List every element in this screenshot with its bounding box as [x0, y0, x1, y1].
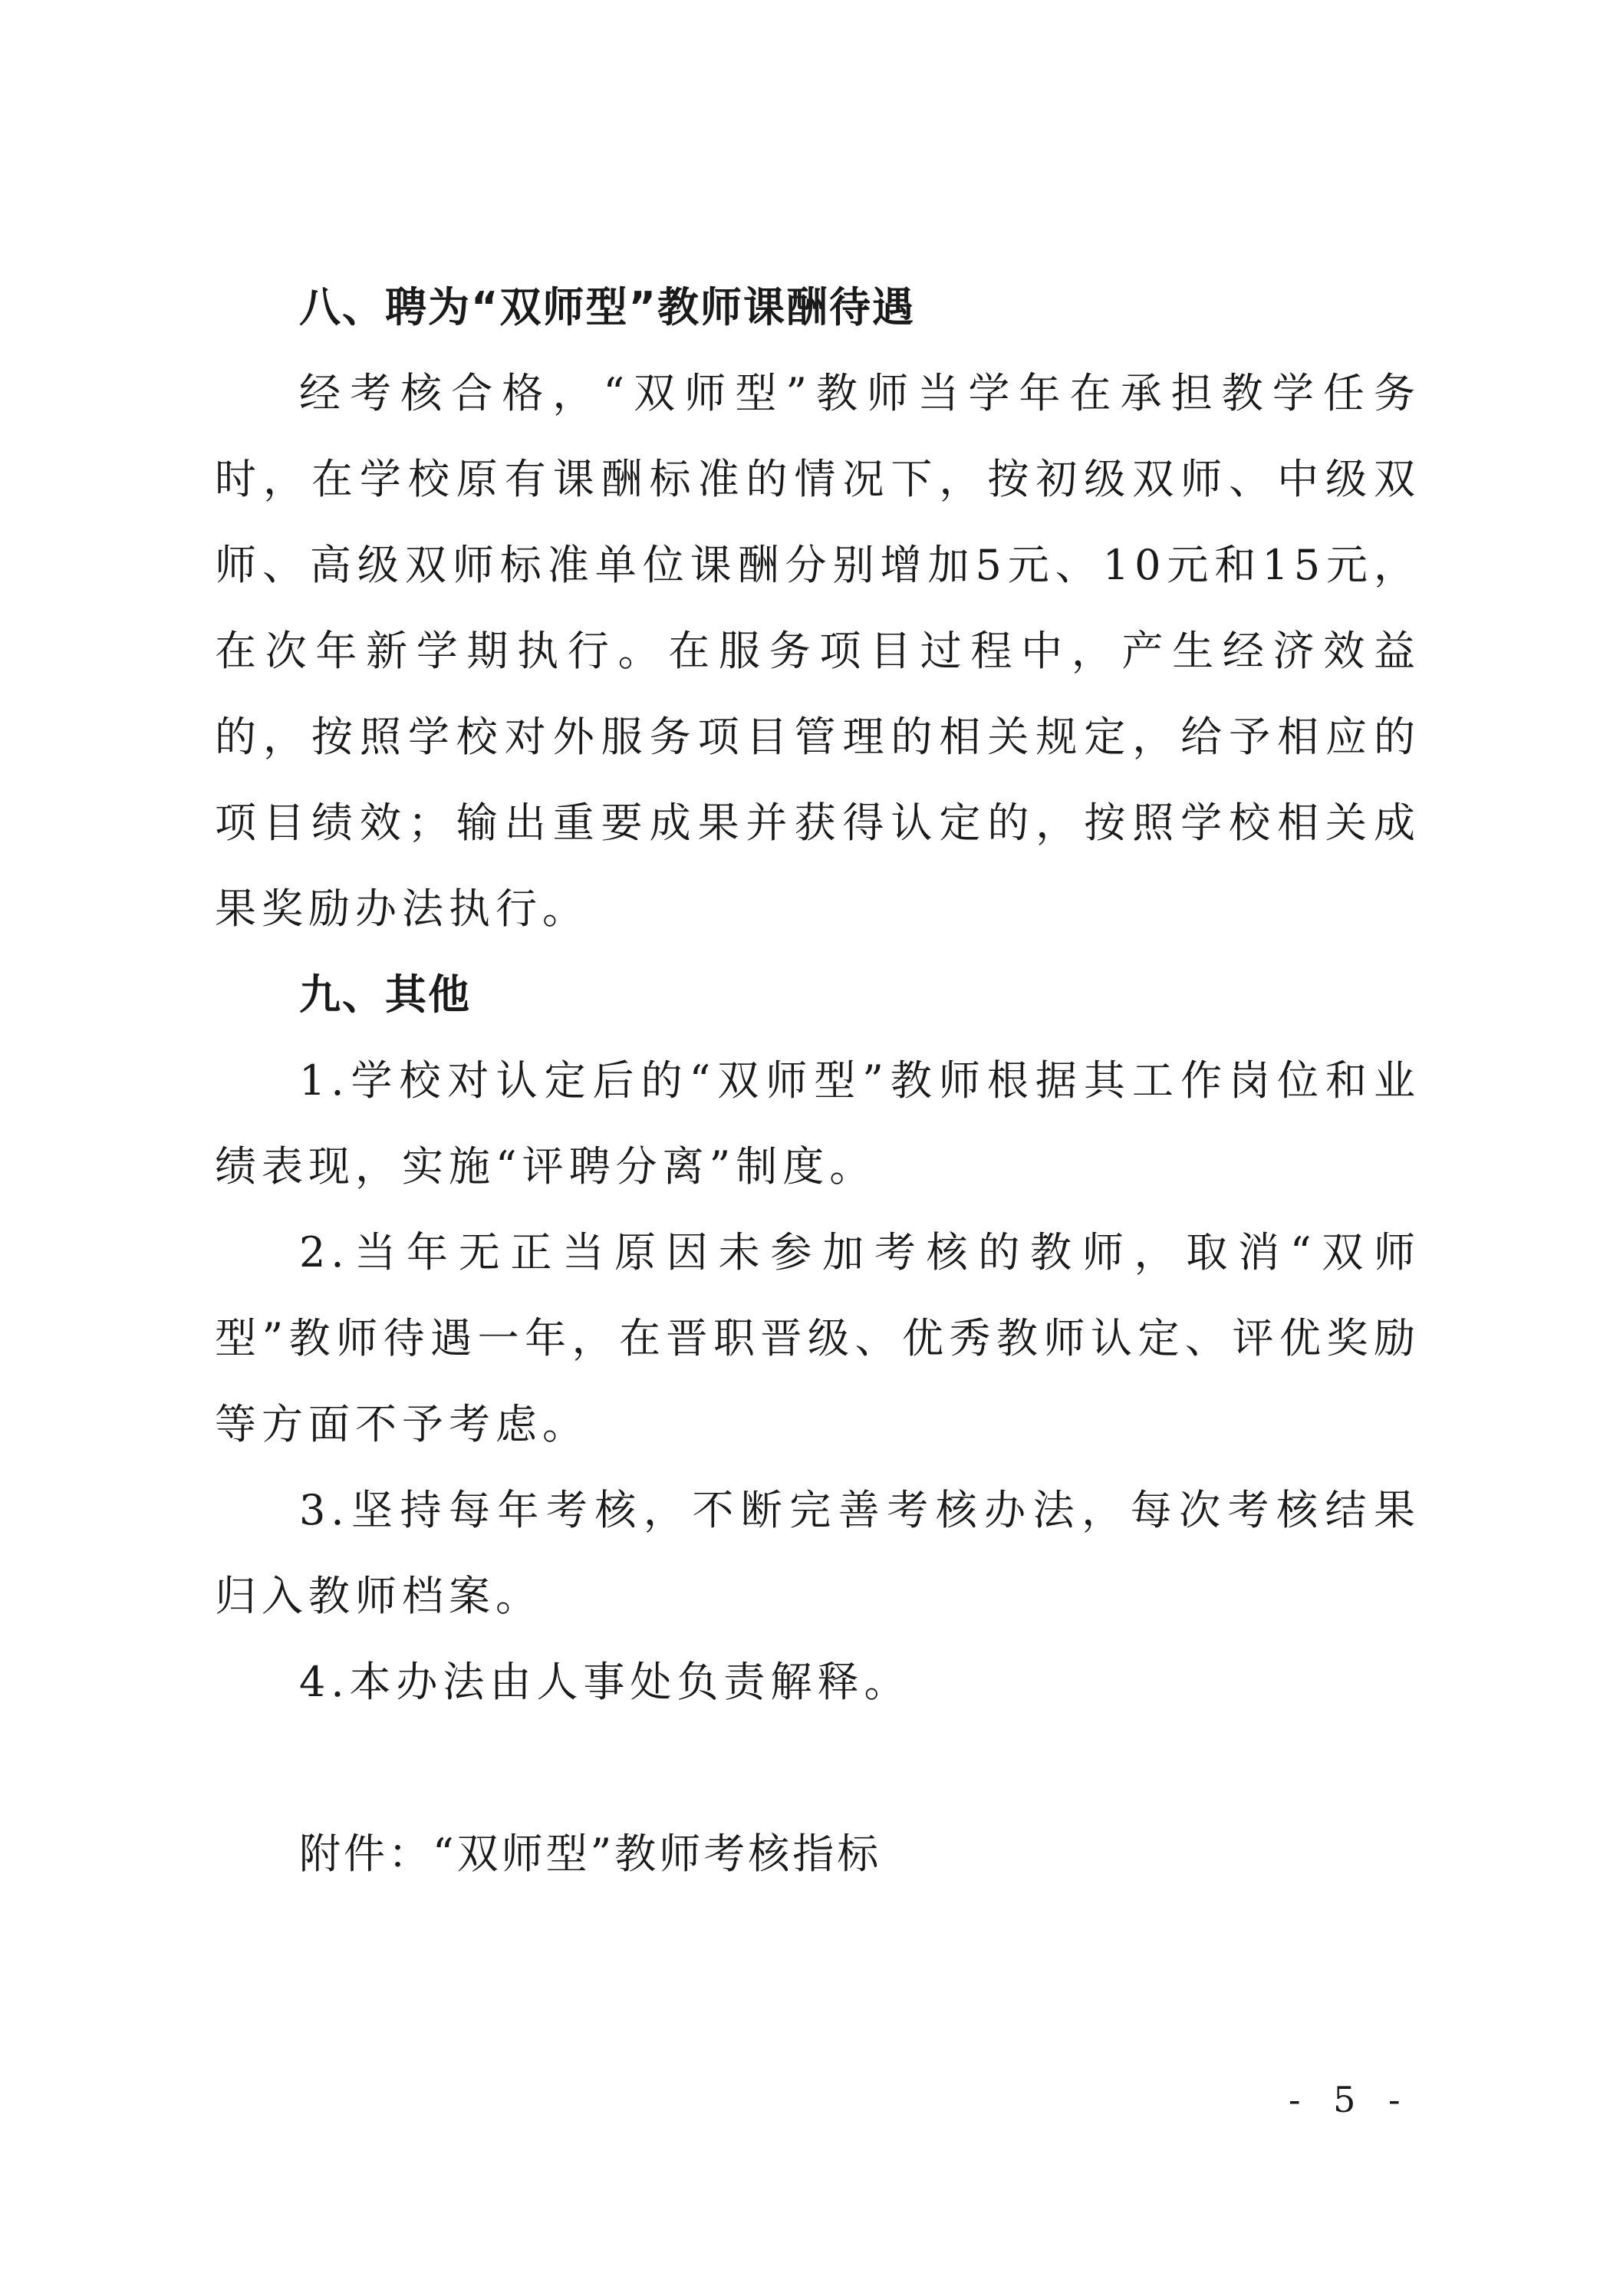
attachment-line: 附件：“双师型”教师考核指标 — [299, 1830, 882, 1878]
section-9-item-2: 2.当年无正当原因未参加考核的教师，取消“双师型”教师待遇一年，在晋职晋级、优秀教师认定、评优奖励等方面不予考虑。 — [215, 1228, 1421, 1448]
document-body — [215, 265, 1421, 1897]
section-8-paragraph: 经考核合格，“双师型”教师当学年在承担教学任务时，在学校原有课酬标准的情况下，按初级双师、中级双师、高级双师标准单位课酬分别增加5元、10元和15元，在次年新学期执行。在服务项目过程中，产生经济效益的，按照学校对外服务项目管理的相关规定，给予相应的项目绩效；输出重要成果并获得认定的，按照学校相关成果奖励办法执行。 — [215, 369, 1421, 933]
section-9-item-4: 4.本办法由人事处负责解释。 — [299, 1658, 911, 1706]
section-9-item-3: 3.坚持每年考核，不断完善考核办法，每次考核结果归入教师档案。 — [215, 1486, 1421, 1620]
page-number: - 5 - — [1289, 2079, 1411, 2120]
spacer — [215, 1725, 1421, 1811]
section-9-heading: 九、其他 — [299, 970, 471, 1019]
section-8-heading: 八、聘为“双师型”教师课酬待遇 — [299, 283, 915, 331]
section-9-item-1: 1.学校对认定后的“双师型”教师根据其工作岗位和业绩表现，实施“评聘分离”制度。 — [215, 1056, 1421, 1191]
